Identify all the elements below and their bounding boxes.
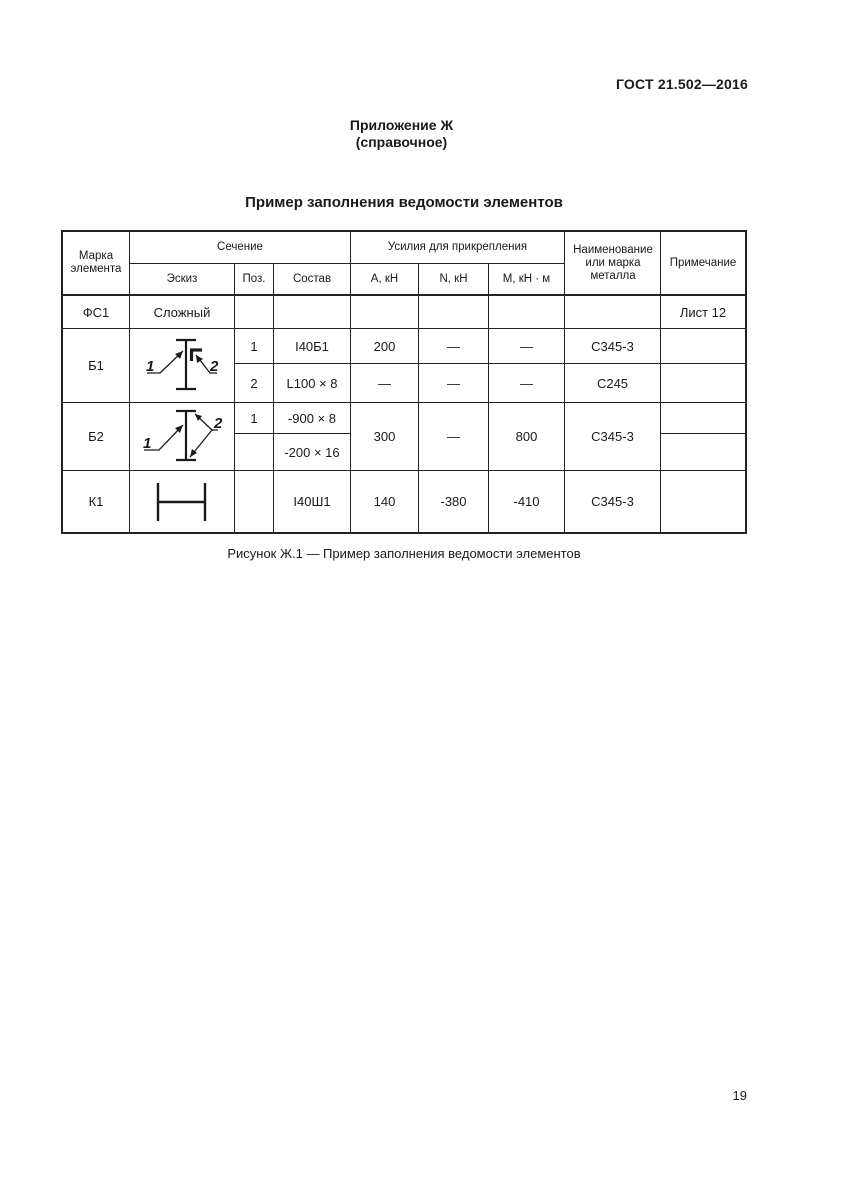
row-b1-m-1: — [520, 338, 533, 354]
row-b2-a: 300 [373, 429, 396, 444]
row-b1-comp-1: I40Б1 [295, 338, 329, 354]
row-b2-n: — [447, 429, 460, 444]
row-b1-m-2: — [520, 375, 533, 391]
beam-b2-sketch [130, 403, 234, 470]
row-k1-m: -410 [513, 494, 540, 509]
column-k1-sketch [130, 471, 234, 532]
elements-table [61, 230, 747, 534]
row-b1-n-1: — [447, 338, 460, 354]
row-b1-a-2: — [378, 375, 391, 391]
row-fs1-note: Лист 12 [679, 304, 727, 320]
header-force-a: А, кН [370, 272, 399, 285]
row-k1-mark: К1 [88, 494, 104, 509]
row-b2-m: 800 [515, 429, 538, 444]
row-b1-name-1: С345-3 [591, 338, 634, 354]
row-b1-pos-2: 2 [250, 375, 258, 391]
row-b2-comp-2: -200 × 16 [284, 444, 340, 460]
row-b1-mark: Б1 [88, 358, 104, 373]
header-composition: Состав [292, 272, 332, 285]
row-b2-name: С345-3 [591, 429, 634, 444]
header-forces: Усилия для прикрепления [387, 241, 528, 253]
appendix-heading [0, 117, 803, 151]
header-note: Примечание [669, 256, 737, 269]
appendix-subtitle: (справочное) [355, 134, 448, 150]
row-b2-comp-1: -900 × 8 [287, 410, 337, 426]
row-fs1-sketch: Сложный [153, 304, 211, 320]
b2-label-1: 1 [143, 435, 152, 452]
row-k1-a: 140 [373, 494, 396, 509]
header-pos: Поз. [242, 272, 266, 285]
header-section: Сечение [217, 241, 263, 253]
row-b2-mark: Б2 [88, 429, 104, 444]
header-force-m: М, кН · м [502, 272, 551, 285]
figure-caption: Рисунок Ж.1 — Пример заполнения ведомости элементов [227, 546, 581, 561]
header-force-n: N, кН [439, 272, 468, 285]
header-name: Наименование или марка металла [573, 243, 653, 282]
header-sketch: Эскиз [166, 272, 198, 285]
row-b1-pos-1: 1 [250, 338, 258, 354]
page-number: 19 [732, 1088, 747, 1103]
b1-label-1: 1 [146, 358, 155, 375]
row-fs1-mark: ФС1 [82, 304, 110, 320]
row-b1-a-1: 200 [373, 338, 396, 354]
beam-b1-sketch [130, 329, 234, 402]
row-b1-comp-2: L100 × 8 [286, 375, 338, 391]
row-k1-name: С345-3 [591, 494, 634, 509]
row-k1-n: -380 [440, 494, 467, 509]
row-b2-pos-1: 1 [250, 410, 258, 426]
table-title: Пример заполнения ведомости элементов [245, 194, 563, 211]
header-mark: Марка элемента [70, 250, 122, 275]
document-code: ГОСТ 21.502—2016 [615, 76, 748, 92]
b1-label-2: 2 [210, 358, 219, 375]
appendix-title: Приложение Ж [349, 117, 454, 133]
row-k1-comp: I40Ш1 [293, 494, 331, 509]
b2-label-2: 2 [214, 415, 223, 432]
row-b1-name-2: С245 [596, 375, 629, 391]
row-b1-n-2: — [447, 375, 460, 391]
